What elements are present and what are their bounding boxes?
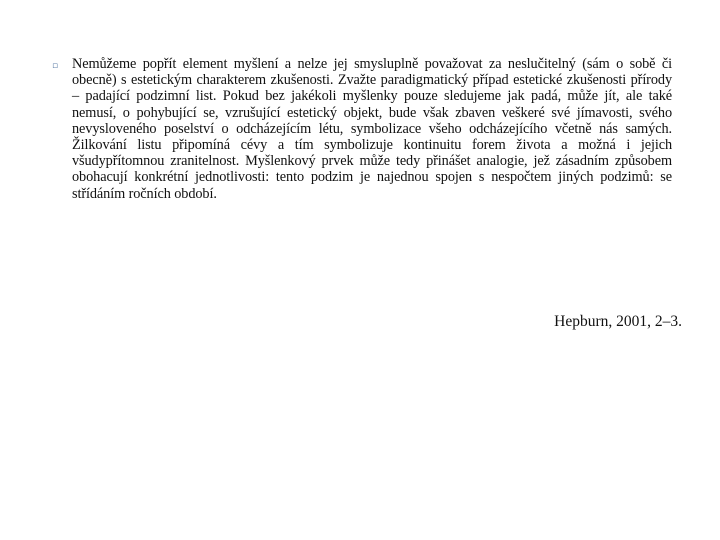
- square-bullet-icon: ▫: [52, 61, 59, 71]
- citation: Hepburn, 2001, 2–3.: [554, 313, 682, 330]
- quote-paragraph: Nemůžeme popřít element myšlení a nelze jej smysluplně považovat za neslučitelný (sám o sobě či obecně) s estetickým charakterem zkušenosti. Zvažte paradigmatický případ estetické zkušenosti přírody – padající podzimní list. Pokud bez jakékoli myšlenky pouze sledujeme jak padá, může jít, ale také nemusí, o pohybující se, vzrušující estetický objekt, bude však zbaven veškeré své jímavosti, svého nevysloveného poselství o odcházejícím létu, symbolizace všeho odcházejícího včetně nás samých. Žilkování listu připomíná cévy a tím symbolizuje kontinuitu forem života a možná i jejich všudypřítomnou zranitelnost. Myšlenkový prvek může tedy přinášet analogie, jež zásadním způsobem obohacují konkrétní jednotlivosti: tento podzim je najednou spojen s nespočtem jiných podzimů: se střídáním ročních období.: [72, 56, 672, 202]
